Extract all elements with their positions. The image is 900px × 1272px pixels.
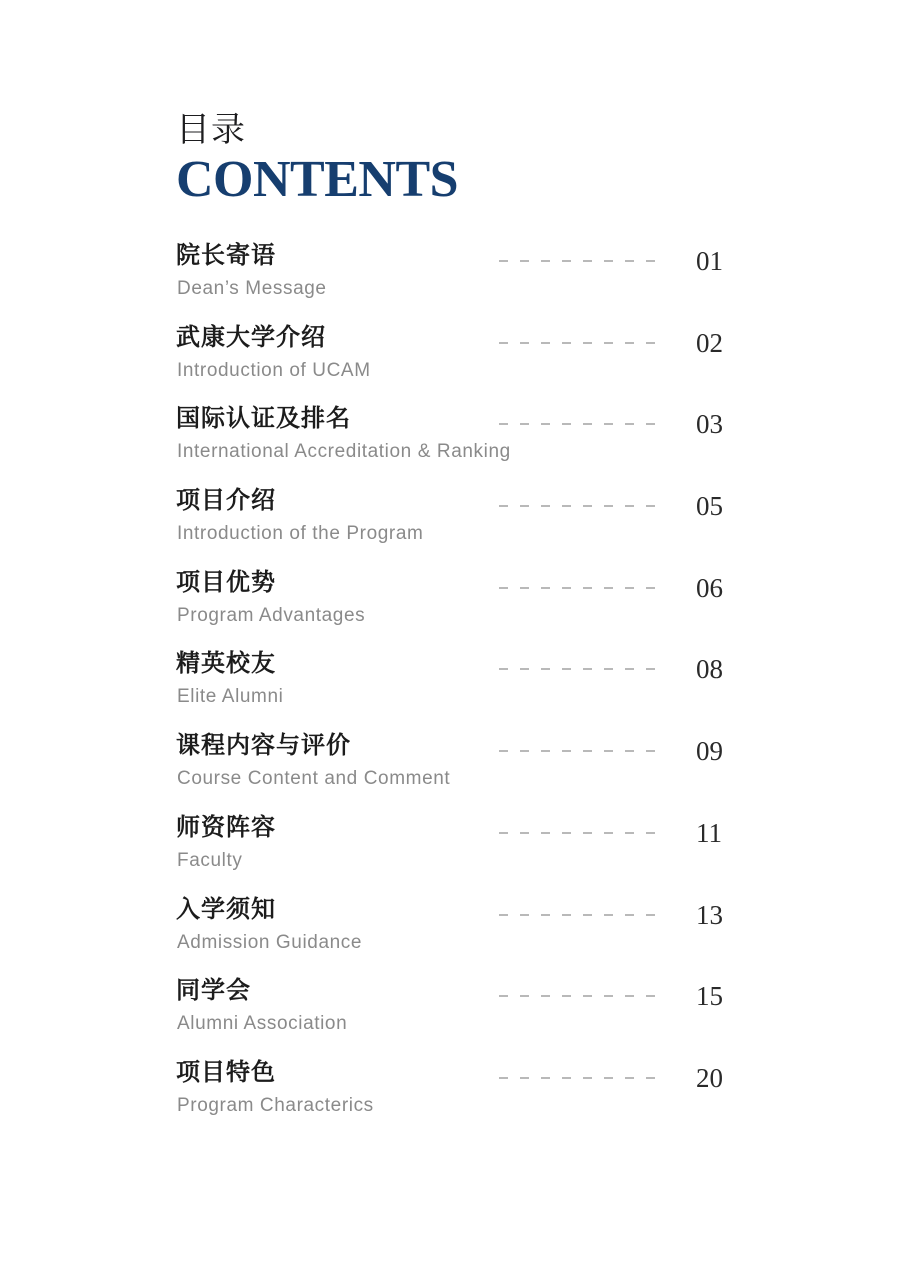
- toc-page-number: 09: [696, 736, 723, 767]
- toc-title-english: Course Content and Comment: [177, 768, 451, 790]
- toc-page-number: 01: [696, 246, 723, 276]
- toc-entry-accreditation-ranking[interactable]: [176, 401, 736, 483]
- page-title-english: CONTENTS: [176, 151, 459, 208]
- dotted-leader: [499, 505, 663, 507]
- toc-entry-alumni-association[interactable]: [176, 973, 736, 1055]
- dotted-leader: [499, 423, 663, 425]
- toc-page-number: 03: [696, 409, 723, 440]
- toc-title-chinese: 院长寄语: [176, 241, 276, 269]
- toc-page-number: 13: [696, 899, 723, 930]
- page-header: [176, 110, 458, 208]
- toc-entry-deans-message[interactable]: [176, 238, 736, 320]
- toc-page-number: 15: [696, 981, 723, 1012]
- table-of-contents: [176, 238, 736, 1137]
- toc-title-english: Dean’s Message: [177, 278, 327, 299]
- toc-page-number: 11: [696, 817, 722, 848]
- page-title-chinese: 目录: [176, 110, 246, 150]
- toc-title-english: Admission Guidance: [177, 931, 363, 953]
- toc-page-number: 02: [696, 327, 723, 358]
- dotted-leader: [499, 995, 663, 997]
- toc-title-english: Introduction of UCAM: [177, 359, 371, 381]
- toc-page-number: 08: [696, 654, 723, 685]
- toc-page-number: 20: [696, 1062, 723, 1093]
- dotted-leader: [499, 750, 663, 752]
- toc-entry-elite-alumni[interactable]: [176, 646, 736, 728]
- dotted-leader: [499, 260, 663, 262]
- toc-entry-program-introduction[interactable]: [176, 483, 736, 565]
- toc-title-chinese: 课程内容与评价: [176, 731, 351, 760]
- toc-title-chinese: 国际认证及排名: [176, 404, 351, 433]
- toc-page-number: 05: [696, 491, 723, 522]
- toc-entry-program-advantages[interactable]: [176, 565, 736, 647]
- dotted-leader: [499, 1077, 663, 1079]
- dotted-leader: [499, 342, 663, 344]
- dotted-leader: [499, 587, 663, 589]
- toc-title-english: Faculty: [177, 849, 243, 871]
- toc-title-chinese: 项目介绍: [176, 486, 276, 515]
- dotted-leader: [499, 832, 663, 834]
- toc-title-chinese: 精英校友: [176, 649, 276, 678]
- toc-page-number: 06: [696, 572, 723, 603]
- toc-title-chinese: 同学会: [176, 976, 251, 1005]
- toc-title-chinese: 入学须知: [176, 894, 276, 923]
- toc-entry-program-characterics[interactable]: [176, 1055, 736, 1137]
- dotted-leader: [499, 668, 663, 670]
- toc-entry-faculty[interactable]: [176, 810, 736, 892]
- toc-title-chinese: 师资阵容: [176, 812, 276, 841]
- toc-title-chinese: 项目优势: [176, 567, 276, 596]
- toc-title-chinese: 项目特色: [176, 1057, 276, 1086]
- toc-title-chinese: 武康大学介绍: [176, 322, 326, 351]
- toc-title-english: Program Advantages: [177, 604, 366, 626]
- dotted-leader: [499, 914, 663, 916]
- toc-entry-introduction-of-ucam[interactable]: [176, 320, 736, 402]
- toc-title-english: Elite Alumni: [177, 686, 284, 708]
- toc-title-english: International Accreditation & Ranking: [177, 441, 511, 463]
- toc-title-english: Alumni Association: [177, 1013, 348, 1035]
- toc-title-english: Program Characterics: [177, 1094, 374, 1116]
- toc-entry-admission-guidance[interactable]: [176, 892, 736, 974]
- toc-entry-course-content[interactable]: [176, 728, 736, 810]
- toc-title-english: Introduction of the Program: [177, 523, 424, 545]
